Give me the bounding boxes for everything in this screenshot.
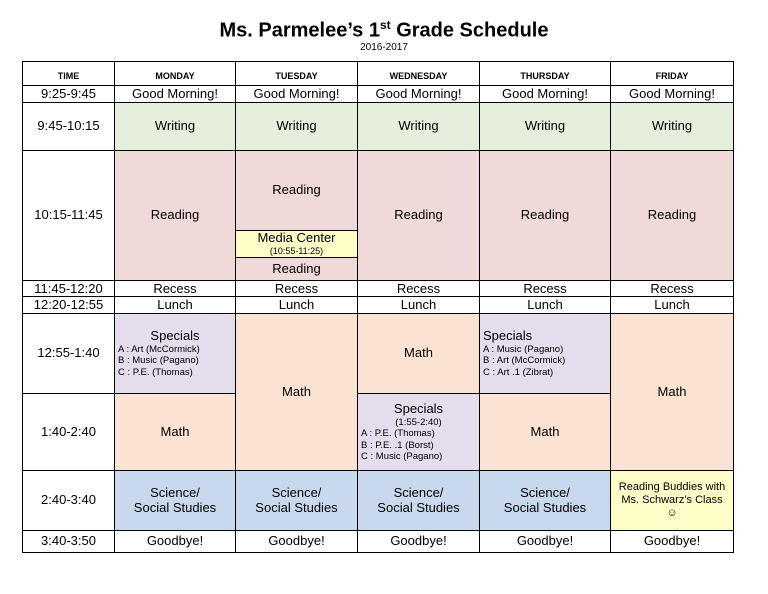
header-tuesday: TUESDAY [236, 62, 358, 86]
reading-cell: Reading [115, 150, 236, 280]
social-studies-label: Social Studies [377, 500, 460, 516]
social-studies-label: Social Studies [255, 500, 338, 516]
math-cell: Math [236, 313, 358, 470]
time-cell: 2:40-3:40 [23, 470, 115, 530]
specials-item: A : Music (Pagano) [483, 343, 564, 355]
good-morning-cell: Good Morning! [480, 86, 611, 103]
specials-label: Specials [150, 328, 200, 344]
page-title: Ms. Parmelee’s 1st Grade Schedule [219, 18, 549, 42]
recess-cell: Recess [358, 280, 480, 297]
math-cell: Math [611, 313, 734, 470]
science-cell [236, 470, 358, 530]
time-cell: 3:40-3:50 [23, 530, 115, 552]
time-cell: 11:45-12:20 [23, 280, 115, 297]
goodbye-cell: Goodbye! [611, 530, 734, 552]
specials-label: Specials [393, 401, 444, 417]
specials-item: B : Art (McCormick) [483, 355, 566, 367]
recess-cell: Recess [480, 280, 611, 297]
page-subtitle: 2016-2017 [360, 42, 408, 53]
specials-item: C : Art .1 (Zibrat) [483, 366, 554, 378]
header-monday: MONDAY [115, 62, 236, 86]
time-cell: 9:45-10:15 [23, 102, 115, 150]
time-cell: 1:40-2:40 [23, 393, 115, 470]
goodbye-cell: Goodbye! [480, 530, 611, 552]
writing-cell: Writing [611, 102, 734, 150]
writing-cell: Writing [115, 102, 236, 150]
writing-cell: Writing [236, 102, 358, 150]
math-cell: Math [115, 393, 236, 470]
science-cell [480, 470, 611, 530]
science-cell [358, 470, 480, 530]
specials-item: A : P.E. (Thomas) [361, 428, 435, 440]
reading-cell: Reading [358, 150, 480, 280]
specials-time: (1:55-2:40) [395, 416, 442, 428]
social-studies-label: Social Studies [503, 500, 587, 516]
wednesday-specials-cell [358, 393, 480, 470]
specials-item: C : P.E. (Thomas) [118, 366, 193, 378]
writing-cell: Writing [480, 102, 611, 150]
specials-item: C : Music (Pagano) [361, 450, 443, 462]
specials-item: A : Art (McCormick) [118, 343, 200, 355]
social-studies-label: Social Studies [133, 500, 217, 516]
time-cell: 12:20-12:55 [23, 297, 115, 314]
header-wednesday: WEDNESDAY [358, 62, 480, 86]
lunch-cell: Lunch [358, 297, 480, 314]
good-morning-cell: Good Morning! [236, 86, 358, 103]
monday-specials-cell [115, 313, 236, 393]
smiley-icon: ☺ [666, 506, 678, 519]
media-center-time: (10:55-11:25) [269, 246, 324, 256]
science-cell [115, 470, 236, 530]
good-morning-cell: Good Morning! [358, 86, 480, 103]
header-time: TIME [23, 62, 115, 86]
reading-label: Reading [272, 260, 321, 276]
science-label: Science/ [393, 484, 444, 500]
math-cell: Math [480, 393, 611, 470]
science-label: Science/ [150, 484, 200, 500]
tuesday-reading-cell [236, 150, 358, 280]
lunch-cell: Lunch [611, 297, 734, 314]
specials-item: B : P.E. .1 (Borst) [361, 439, 434, 451]
reading-label: Reading [272, 182, 321, 198]
time-cell: 10:15-11:45 [23, 150, 115, 280]
specials-item: B : Music (Pagano) [118, 355, 199, 367]
specials-label: Specials [483, 328, 533, 344]
goodbye-cell: Goodbye! [236, 530, 358, 552]
time-cell: 12:55-1:40 [23, 313, 115, 393]
recess-cell: Recess [115, 280, 236, 297]
lunch-cell: Lunch [480, 297, 611, 314]
writing-cell: Writing [358, 102, 480, 150]
lunch-cell: Lunch [115, 297, 236, 314]
header-friday: FRIDAY [611, 62, 734, 86]
thursday-specials-cell [480, 313, 611, 393]
good-morning-cell: Good Morning! [115, 86, 236, 103]
good-morning-cell: Good Morning! [611, 86, 734, 103]
schedule-table [22, 61, 734, 553]
header-thursday: THURSDAY [480, 62, 611, 86]
reading-buddies-cell [611, 470, 734, 530]
goodbye-cell: Goodbye! [115, 530, 236, 552]
recess-cell: Recess [611, 280, 734, 297]
lunch-cell: Lunch [236, 297, 358, 314]
time-cell: 9:25-9:45 [23, 86, 115, 103]
recess-cell: Recess [236, 280, 358, 297]
science-label: Science/ [520, 484, 570, 500]
media-center-label: Media Center [257, 230, 336, 246]
reading-cell: Reading [480, 150, 611, 280]
media-center-block [236, 230, 357, 258]
goodbye-cell: Goodbye! [358, 530, 480, 552]
math-cell: Math [358, 313, 480, 393]
science-label: Science/ [271, 484, 322, 500]
reading-buddies-label: Reading Buddies with Ms. Schwarz’s Class [618, 480, 726, 506]
reading-cell: Reading [611, 150, 734, 280]
